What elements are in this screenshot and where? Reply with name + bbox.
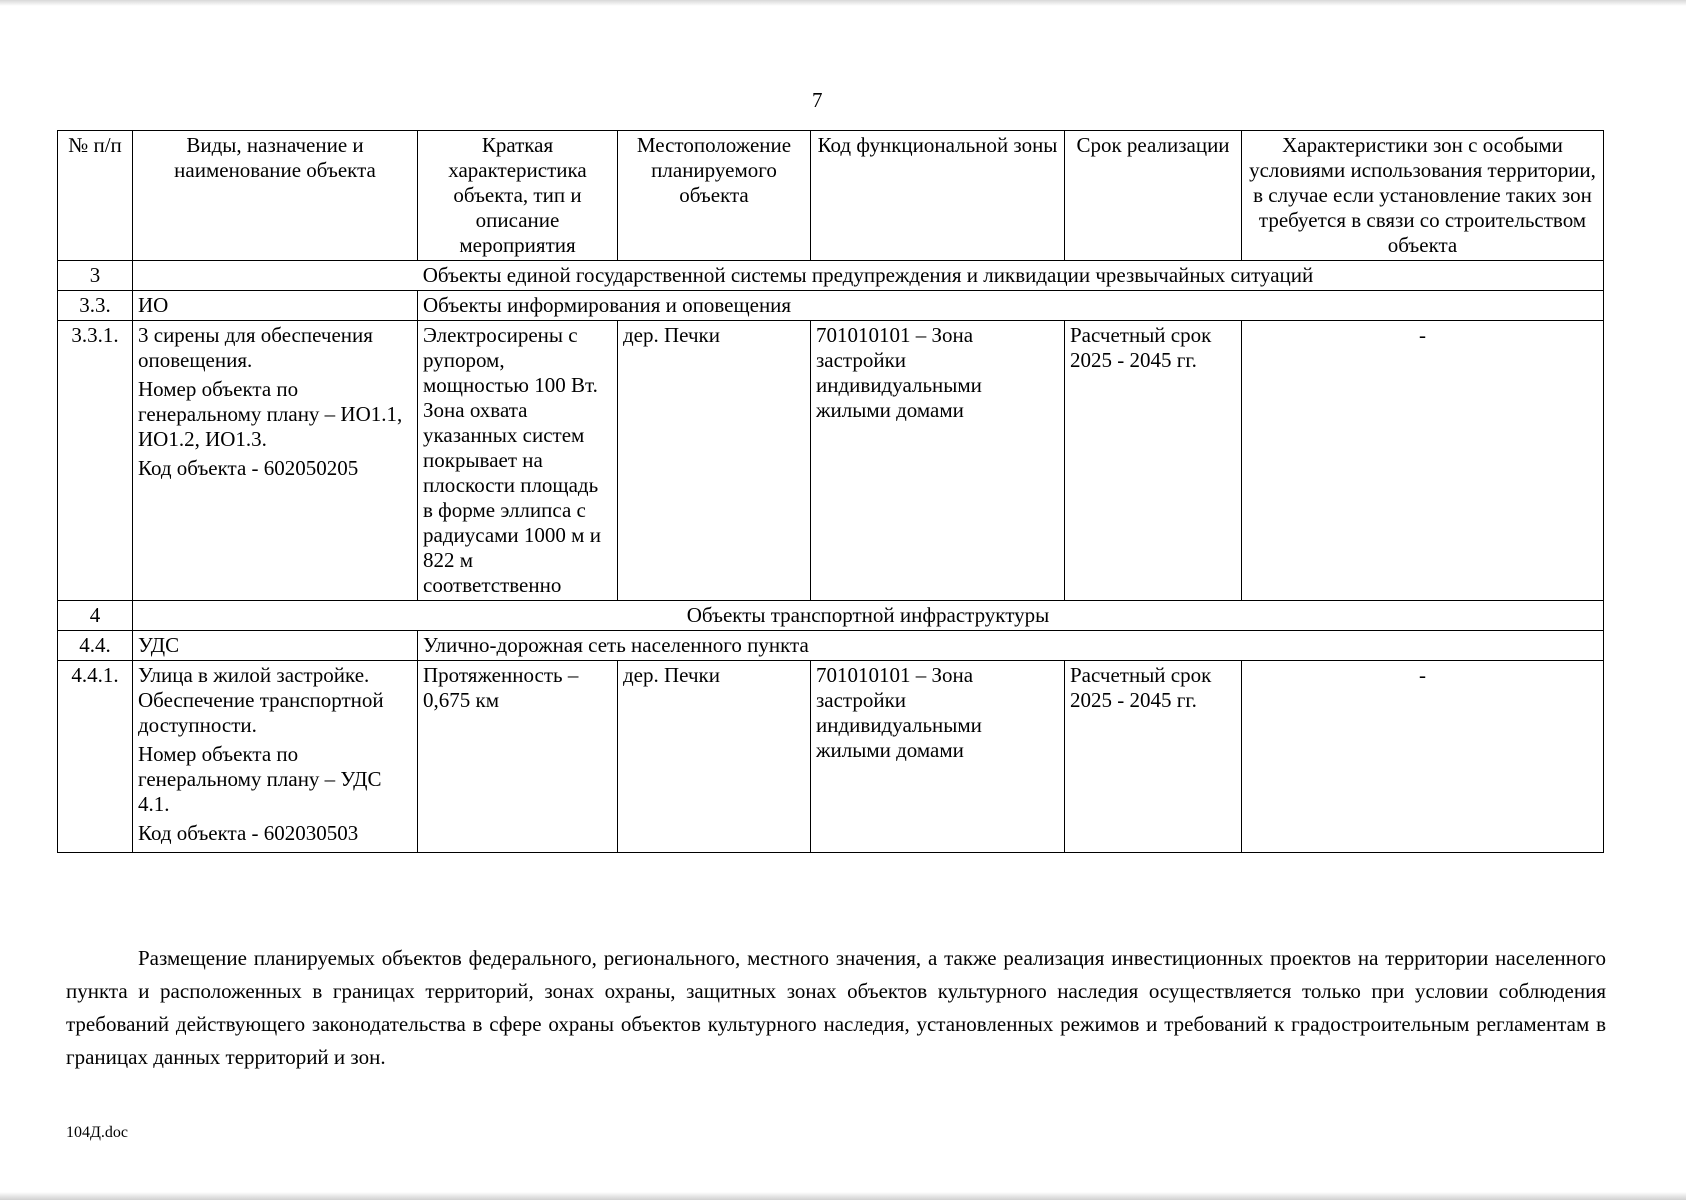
object-name-cell (133, 321, 418, 601)
subsection-code: УДС (133, 631, 418, 661)
subsection-code: ИО (133, 291, 418, 321)
object-zone-code: 701010101 – Зона застройки индивидуальными жилыми домами (811, 321, 1065, 601)
object-plan-number: Номер объекта по генеральному плану – ИО1.1, ИО1.2, ИО1.3. (138, 377, 403, 451)
header-zone-code: Код функциональной зоны (811, 131, 1065, 261)
subsection-title: Улично-дорожная сеть населенного пункта (418, 631, 1604, 661)
section-row-3 (58, 261, 1604, 291)
object-name-cell (133, 661, 418, 853)
row-num: 3.3.1. (58, 321, 133, 601)
subsection-row-4-4 (58, 631, 1604, 661)
header-characteristic: Краткая характеристика объекта, тип и описание мероприятия (418, 131, 618, 261)
object-zone-code: 701010101 – Зона застройки индивидуальными жилыми домами (811, 661, 1065, 853)
object-code: Код объекта - 602050205 (138, 456, 359, 480)
object-special-zones: - (1242, 321, 1604, 601)
page-number: 7 (812, 88, 823, 112)
header-num: № п/п (58, 131, 133, 261)
header-term: Срок реализации (1065, 131, 1242, 261)
object-term: Расчетный срок 2025 - 2045 гг. (1065, 321, 1242, 601)
object-name: 3 сирены для обеспечения оповещения. (138, 323, 373, 372)
table-row-3-3-1 (58, 321, 1604, 601)
object-location: дер. Печки (618, 661, 811, 853)
section-row-4 (58, 601, 1604, 631)
footer-paragraph: Размещение планируемых объектов федерального, регионального, местного значения, а также реализация инвестиционных проектов на территории населенного пункта и расположенных в границах территорий, зонах охраны, защитных зонах объектов культурного наследия осуществляется только при условии соблюдения требований действующего законодательства в сфере охраны объектов культурного наследия, установленных режимов и требований к градостроительным регламентам в границах данных территорий и зон. (66, 946, 1606, 1069)
object-name: Улица в жилой застройке. Обеспечение транспортной доступности. (138, 663, 384, 737)
object-code: Код объекта - 602030503 (138, 821, 359, 845)
planned-objects-table (57, 130, 1604, 853)
header-location: Местоположение планируемого объекта (618, 131, 811, 261)
section-num: 4 (58, 601, 133, 631)
header-object-kind: Виды, назначение и наименование объекта (133, 131, 418, 261)
subsection-num: 4.4. (58, 631, 133, 661)
scan-edge-bottom (0, 1192, 1686, 1200)
object-special-zones: - (1242, 661, 1604, 853)
object-term: Расчетный срок 2025 - 2045 гг. (1065, 661, 1242, 853)
section-num: 3 (58, 261, 133, 291)
subsection-row-3-3 (58, 291, 1604, 321)
table-row-4-4-1 (58, 661, 1604, 853)
subsection-num: 3.3. (58, 291, 133, 321)
row-num: 4.4.1. (58, 661, 133, 853)
subsection-title: Объекты информирования и оповещения (418, 291, 1604, 321)
header-special-zones: Характеристики зон с особыми условиями использования территории, в случае если установление таких зон требуется в связи со строительством объекта (1242, 131, 1604, 261)
file-name: 104Д.doc (66, 1124, 129, 1141)
scan-edge-top (0, 0, 1686, 6)
object-location: дер. Печки (618, 321, 811, 601)
table-header-row (58, 131, 1604, 261)
object-plan-number: Номер объекта по генеральному плану – УДС 4.1. (138, 742, 382, 816)
object-characteristic: Протяженность – 0,675 км (418, 661, 618, 853)
section-title: Объекты единой государственной системы предупреждения и ликвидации чрезвычайных ситуаций (133, 261, 1604, 291)
object-characteristic: Электросирены с рупором, мощностью 100 Вт. Зона охвата указанных систем покрывает на плоскости площадь в форме эллипса с радиусами 1000 м и 822 м соответственно (418, 321, 618, 601)
section-title: Объекты транспортной инфраструктуры (133, 601, 1604, 631)
